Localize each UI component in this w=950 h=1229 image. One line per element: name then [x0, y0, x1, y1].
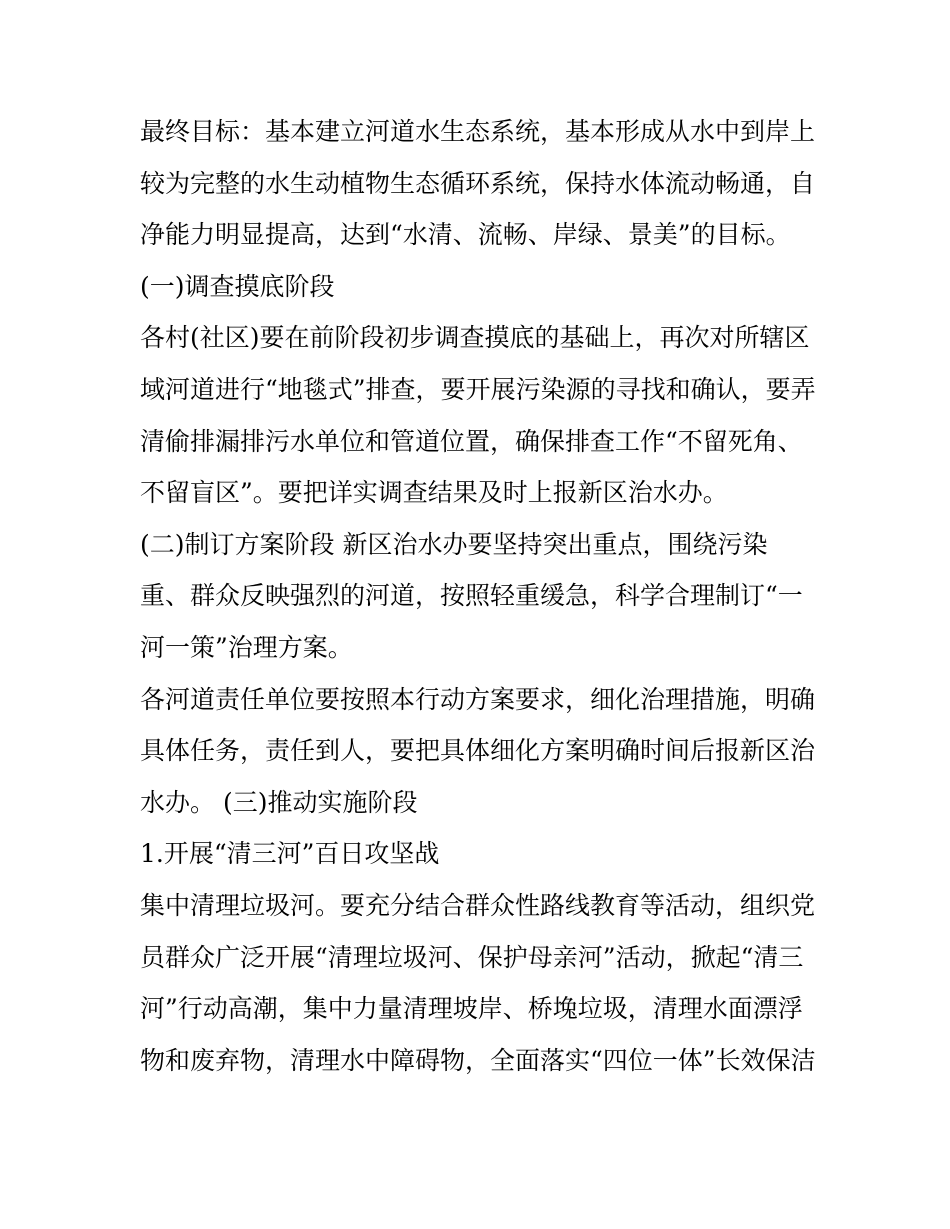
document-body [140, 106, 820, 1086]
text-line: 净能力明显提高，达到“水清、流畅、岸绿、景美”的目标。 [140, 220, 791, 250]
text-line: 水办。 (三)推动实施阶段 [140, 787, 418, 817]
text-line: 员群众广泛开展“清理垃圾河、保护母亲河”活动，掀起“清三 [140, 942, 804, 972]
text-line: 较为完整的水生动植物生态循环系统，保持水体流动畅通，自 [140, 168, 816, 198]
section-heading: (二)制订方案阶段 新区治水办要坚持突出重点，围绕污染 [140, 529, 768, 559]
text-line: 不留盲区”。要把详实调查结果及时上报新区治水办。 [140, 478, 728, 508]
text-line: 各河道责任单位要按照本行动方案要求，细化治理措施，明确 [140, 684, 816, 714]
text-line: 集中清理垃圾河。要充分结合群众性路线教育等活动，组织党 [140, 890, 816, 920]
text-line: 各村(社区)要在前阶段初步调查摸底的基础上，再次对所辖区 [140, 323, 810, 353]
text-line: 河一策”治理方案。 [140, 632, 353, 662]
text-line: 河”行动高潮，集中力量清理坡岸、桥堍垃圾，清理水面漂浮 [140, 994, 803, 1024]
subsection-heading: 1.开展“清三河”百日攻坚战 [140, 839, 440, 869]
section-heading: (一)调查摸底阶段 [140, 271, 335, 301]
text-line: 清偷排漏排污水单位和管道位置，确保排查工作“不留死角、 [140, 426, 803, 456]
text-line: 域河道进行“地毯式”排查，要开展污染源的寻找和确认，要弄 [140, 374, 816, 404]
text-line: 物和废弃物，清理水中障碍物，全面落实“四位一体”长效保洁 [140, 1045, 816, 1075]
text-line: 重、群众反映强烈的河道，按照轻重缓急，科学合理制订“一 [140, 581, 803, 611]
text-line: 最终目标：基本建立河道水生态系统，基本形成从水中到岸上 [140, 117, 816, 146]
text-line: 具体任务，责任到人，要把具体细化方案明确时间后报新区治 [140, 736, 816, 766]
